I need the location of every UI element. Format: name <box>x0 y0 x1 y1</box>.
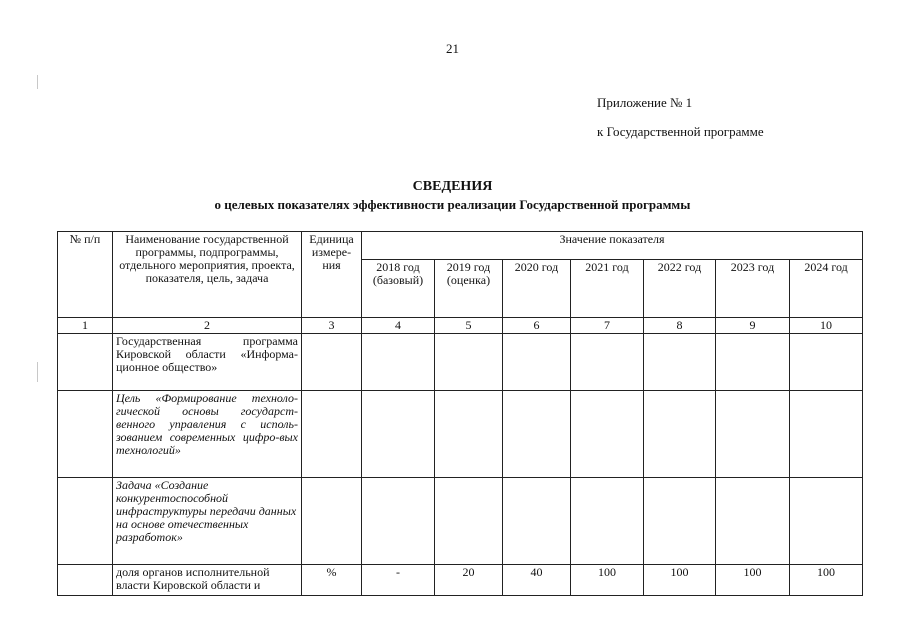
header-year-2022: 2022 год <box>644 260 716 318</box>
row-value-2023: 100 <box>716 565 790 596</box>
column-number: 9 <box>716 318 790 334</box>
header-year-2019: 2019 год (оценка) <box>435 260 503 318</box>
header-values-group: Значение показателя <box>362 232 863 260</box>
row-num <box>58 334 113 391</box>
header-num: № п/п <box>58 232 113 318</box>
row-value-2018 <box>362 478 435 565</box>
row-value-2019: 20 <box>435 565 503 596</box>
row-unit <box>302 334 362 391</box>
row-value-2020 <box>503 478 571 565</box>
row-value-2022 <box>644 391 716 478</box>
row-unit <box>302 478 362 565</box>
scan-artifact <box>37 75 38 89</box>
row-value-2024 <box>790 334 863 391</box>
column-number: 3 <box>302 318 362 334</box>
row-name: доля органов исполнительной власти Кировской области и <box>113 565 302 596</box>
column-number: 4 <box>362 318 435 334</box>
table-row-goal <box>58 391 863 478</box>
row-value-2024 <box>790 478 863 565</box>
row-value-2021: 100 <box>571 565 644 596</box>
appendix-label: Приложение № 1 <box>597 95 693 110</box>
row-value-2021 <box>571 478 644 565</box>
row-num <box>58 478 113 565</box>
document-title: СВЕДЕНИЯ <box>412 179 493 194</box>
column-number-row <box>58 318 863 334</box>
column-number: 2 <box>113 318 302 334</box>
row-name: Задача «Создание конкурентоспособной инфраструктуры передачи данных на основе отечественных разработок» <box>113 478 302 565</box>
header-name: Наименование государственной программы, подпрограммы, отдельного мероприятия, проекта, показателя, цель, задача <box>113 232 302 318</box>
row-num <box>58 391 113 478</box>
row-name: Цель «Формирование техноло-гической основы государст-венного управления с исполь-зованием современных цифро-вых технологий» <box>113 391 302 478</box>
header-row <box>58 232 863 260</box>
row-value-2023 <box>716 478 790 565</box>
row-value-2020: 40 <box>503 565 571 596</box>
row-value-2023 <box>716 391 790 478</box>
column-number: 7 <box>571 318 644 334</box>
row-value-2018: - <box>362 565 435 596</box>
header-year-2020: 2020 год <box>503 260 571 318</box>
row-unit <box>302 391 362 478</box>
row-value-2022 <box>644 334 716 391</box>
column-number: 1 <box>58 318 113 334</box>
header-year-2023: 2023 год <box>716 260 790 318</box>
row-value-2020 <box>503 391 571 478</box>
row-unit: % <box>302 565 362 596</box>
row-value-2019 <box>435 334 503 391</box>
column-number: 10 <box>790 318 863 334</box>
column-number: 8 <box>644 318 716 334</box>
row-value-2022 <box>644 478 716 565</box>
row-value-2022: 100 <box>644 565 716 596</box>
row-value-2018 <box>362 334 435 391</box>
document-subtitle: о целевых показателях эффективности реализации Государственной программы <box>214 197 691 212</box>
row-value-2023 <box>716 334 790 391</box>
row-value-2024: 100 <box>790 565 863 596</box>
row-num <box>58 565 113 596</box>
table-row-task <box>58 478 863 565</box>
row-value-2019 <box>435 478 503 565</box>
row-value-2024 <box>790 391 863 478</box>
row-value-2021 <box>571 391 644 478</box>
header-year-2018: 2018 год (базовый) <box>362 260 435 318</box>
page-number: 21 <box>446 41 459 56</box>
header-year-2021: 2021 год <box>571 260 644 318</box>
appendix-reference: к Государственной программе <box>597 124 764 139</box>
column-number: 5 <box>435 318 503 334</box>
indicators-table <box>57 231 863 596</box>
row-value-2018 <box>362 391 435 478</box>
row-value-2020 <box>503 334 571 391</box>
header-unit: Единица измере-ния <box>302 232 362 318</box>
column-number: 6 <box>503 318 571 334</box>
header-year-2024: 2024 год <box>790 260 863 318</box>
row-value-2021 <box>571 334 644 391</box>
row-value-2019 <box>435 391 503 478</box>
table-row-program <box>58 334 863 391</box>
table-row-indicator <box>58 565 863 596</box>
scan-artifact <box>37 362 38 382</box>
row-name: Государственная программа Кировской области «Информа-ционное общество» <box>113 334 302 391</box>
